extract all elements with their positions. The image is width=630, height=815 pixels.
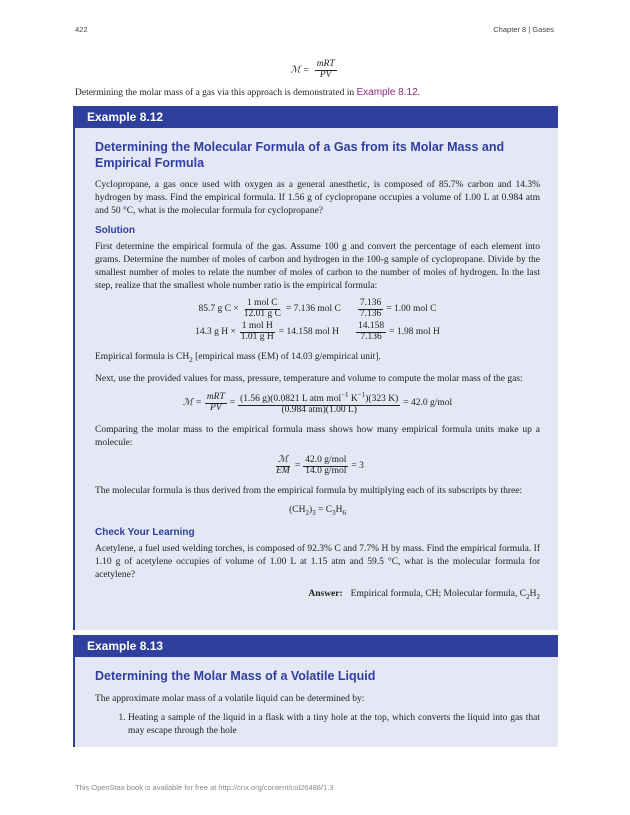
calc-result: = 42.0 g/mol	[403, 398, 453, 409]
intro-end: .	[417, 88, 421, 98]
procedure-step: 1. Heating a sample of the liquid in a flask with a tiny hole at the top, which converts the liquid into gas that may escape through the hole	[128, 712, 540, 738]
ratio-den2: 14.0 g/mol	[305, 465, 347, 476]
problem-text: Cyclopropane, a gas once used with oxygen as a general anesthetic, is composed of 85.7% carbon and 14.3% hydrogen by mass. Find the empirical formula. If 1.56 g of cyclopropane occupies a volume of 1.00 L at 0.984 atm and 50 °C, what is the molecular formula for cyclopropane?	[95, 180, 540, 216]
carbon-mass: 85.7 g C ×	[198, 303, 239, 314]
formula-d-sub: 6	[342, 508, 346, 517]
example-8-12-title: Determining the Molecular Formula of a Gas from its Molar Mass and Empirical Formula	[95, 140, 505, 170]
calc-den1: PV	[209, 403, 222, 414]
solution-paragraph-1: First determine the empirical formula of the gas. Assume 100 g and convert the percentage of each element into grams. Determine the number of moles of carbon and hydrogen in the 100-g sample of cyclopropane. Divide by the smallest number of moles to relate the number of moles of carbon to the number of moles of hydrogen. In the last step, realize that the smallest whole number ratio is the empirical formula:	[95, 242, 540, 291]
formula-c-sub: 3	[332, 508, 336, 517]
example-8-13-box	[73, 635, 558, 747]
formula-a: (CH	[289, 504, 306, 515]
eq-denominator: PV	[319, 69, 332, 80]
formula-d: H	[335, 504, 343, 515]
example-link[interactable]: Example 8.12	[356, 87, 418, 98]
chapter-header: Chapter 8 | Gases	[493, 25, 554, 34]
calc-den2: (0.984 atm)(1.00 L)	[281, 404, 357, 415]
answer-sub1: 2	[526, 592, 530, 601]
solution-paragraph-3: Comparing the molar mass to the empirical formula mass shows how many empirical formula units make up a molecule:	[95, 424, 540, 448]
answer-pre: Empirical formula, CH; Molecular formula, C	[350, 588, 527, 599]
solution-paragraph-2: Next, use the provided values for mass, pressure, temperature and volume to compute the molar mass of the gas:	[95, 373, 523, 384]
empirical-formula-line	[95, 351, 540, 367]
hydrogen-ratio-den: 7.136	[360, 331, 382, 342]
answer-sub2: 2	[536, 592, 540, 601]
solution-heading: Solution	[95, 225, 135, 236]
calc-num1: mRT	[206, 392, 225, 403]
calc-num2-d: −1	[357, 390, 366, 399]
carbon-ratio-den: 7.136	[359, 308, 382, 319]
hydrogen-factor-den: 1.01 g H	[240, 331, 274, 342]
procedure-steps	[95, 712, 540, 738]
calc-num2-e: )(323 K)	[365, 393, 399, 404]
molar-mass-calculation: ℳ = $\frac{\text{mRT}}{PV}$ = $\frac{(1.56 g)(0.0821 L atm mol^{-1} K^{-1})(323 K)}{\text{(0.984 atm)(1.00 L)}}$ = 42.0 g/mol	[182, 390, 453, 415]
ratio-num2: 42.0 g/mol	[305, 454, 347, 465]
calc-num2-b: −1	[341, 390, 349, 399]
calc-num2-c: K	[348, 393, 358, 404]
example-8-13-title: Determining the Molar Mass of a Volatile Liquid	[95, 669, 376, 683]
check-your-learning-heading: Check Your Learning	[95, 526, 195, 538]
hydrogen-moles: = 14.158 mol H	[278, 326, 340, 337]
page-number: 422	[75, 25, 88, 34]
example-8-12-label: Example 8.12	[75, 106, 558, 128]
ratio-den1: EM	[276, 465, 290, 476]
answer-label: Answer:	[308, 588, 343, 599]
carbon-mole-equation	[95, 299, 540, 320]
example-8-13-intro: The approximate molar mass of a volatile liquid can be determined by:	[95, 693, 365, 704]
carbon-moles: = 7.136 mol C	[285, 303, 341, 314]
empirical-post: [empirical mass (EM) of 14.03 g/empirical unit].	[192, 351, 381, 362]
ratio-equation: $\frac{\text{ℳ}}{EM}$ = $\frac{\text{42.0 g/mol}}{\text{14.0 g/mol}}$ = 3	[276, 454, 364, 476]
example-8-13-label: Example 8.13	[75, 635, 558, 657]
formula-a-sub: 2	[305, 508, 309, 517]
hydrogen-mole-equation	[95, 322, 540, 343]
intro-paragraph	[75, 87, 420, 98]
answer-line	[95, 588, 540, 604]
molecular-formula-equation	[95, 504, 540, 520]
formula-b-sub: 3	[312, 508, 316, 517]
carbon-factor-den: 12.01 g C	[243, 308, 281, 319]
intro-text: Determining the molar mass of a gas via this approach is demonstrated in	[75, 88, 357, 98]
calc-num2	[238, 392, 400, 406]
eq-numerator: mRT	[316, 59, 335, 69]
calc-num2-a: (1.56 g)(0.0821 L atm mol	[240, 393, 342, 404]
solution-paragraph-4: The molecular formula is thus derived from the empirical formula by multiplying each of its subscripts by three:	[95, 485, 523, 496]
eq-lhs: ℳ =	[290, 65, 312, 76]
example-8-12-box	[73, 106, 558, 630]
ratio-num1: ℳ	[277, 454, 289, 465]
check-your-learning-text: Acetylene, a fuel used welding torches, is composed of 92.3% C and 7.7% H by mass. Find the empirical formula. If 1.10 g of acetylene occupies of volume of 1.00 L at 1.15 atm and 59.5 °C, what is the molecular formula for acetylene?	[95, 543, 540, 580]
hydrogen-mass: 14.3 g H ×	[195, 326, 236, 337]
carbon-ratio: = 1.00 mol C	[386, 303, 437, 314]
formula-b: )	[308, 504, 313, 515]
hydrogen-ratio: = 1.98 mol H	[389, 326, 440, 337]
carbon-factor-num: 1 mol C	[246, 298, 278, 308]
carbon-ratio-num: 7.136	[359, 298, 382, 308]
ratio-result: = 3	[351, 460, 364, 471]
empirical-sub: 2	[189, 355, 193, 364]
empirical-pre: Empirical formula is CH	[95, 351, 190, 362]
answer-mid: H	[529, 588, 537, 599]
hydrogen-factor-num: 1 mol H	[241, 320, 273, 331]
formula-c: = C	[315, 504, 333, 515]
footer-text: This OpenStax book is available for free at http://cnx.org/content/col26488/1.3	[75, 783, 334, 792]
molar-mass-equation	[0, 60, 630, 81]
calc-lhs: ℳ =	[182, 398, 202, 409]
hydrogen-ratio-num: 14.158	[358, 320, 385, 331]
